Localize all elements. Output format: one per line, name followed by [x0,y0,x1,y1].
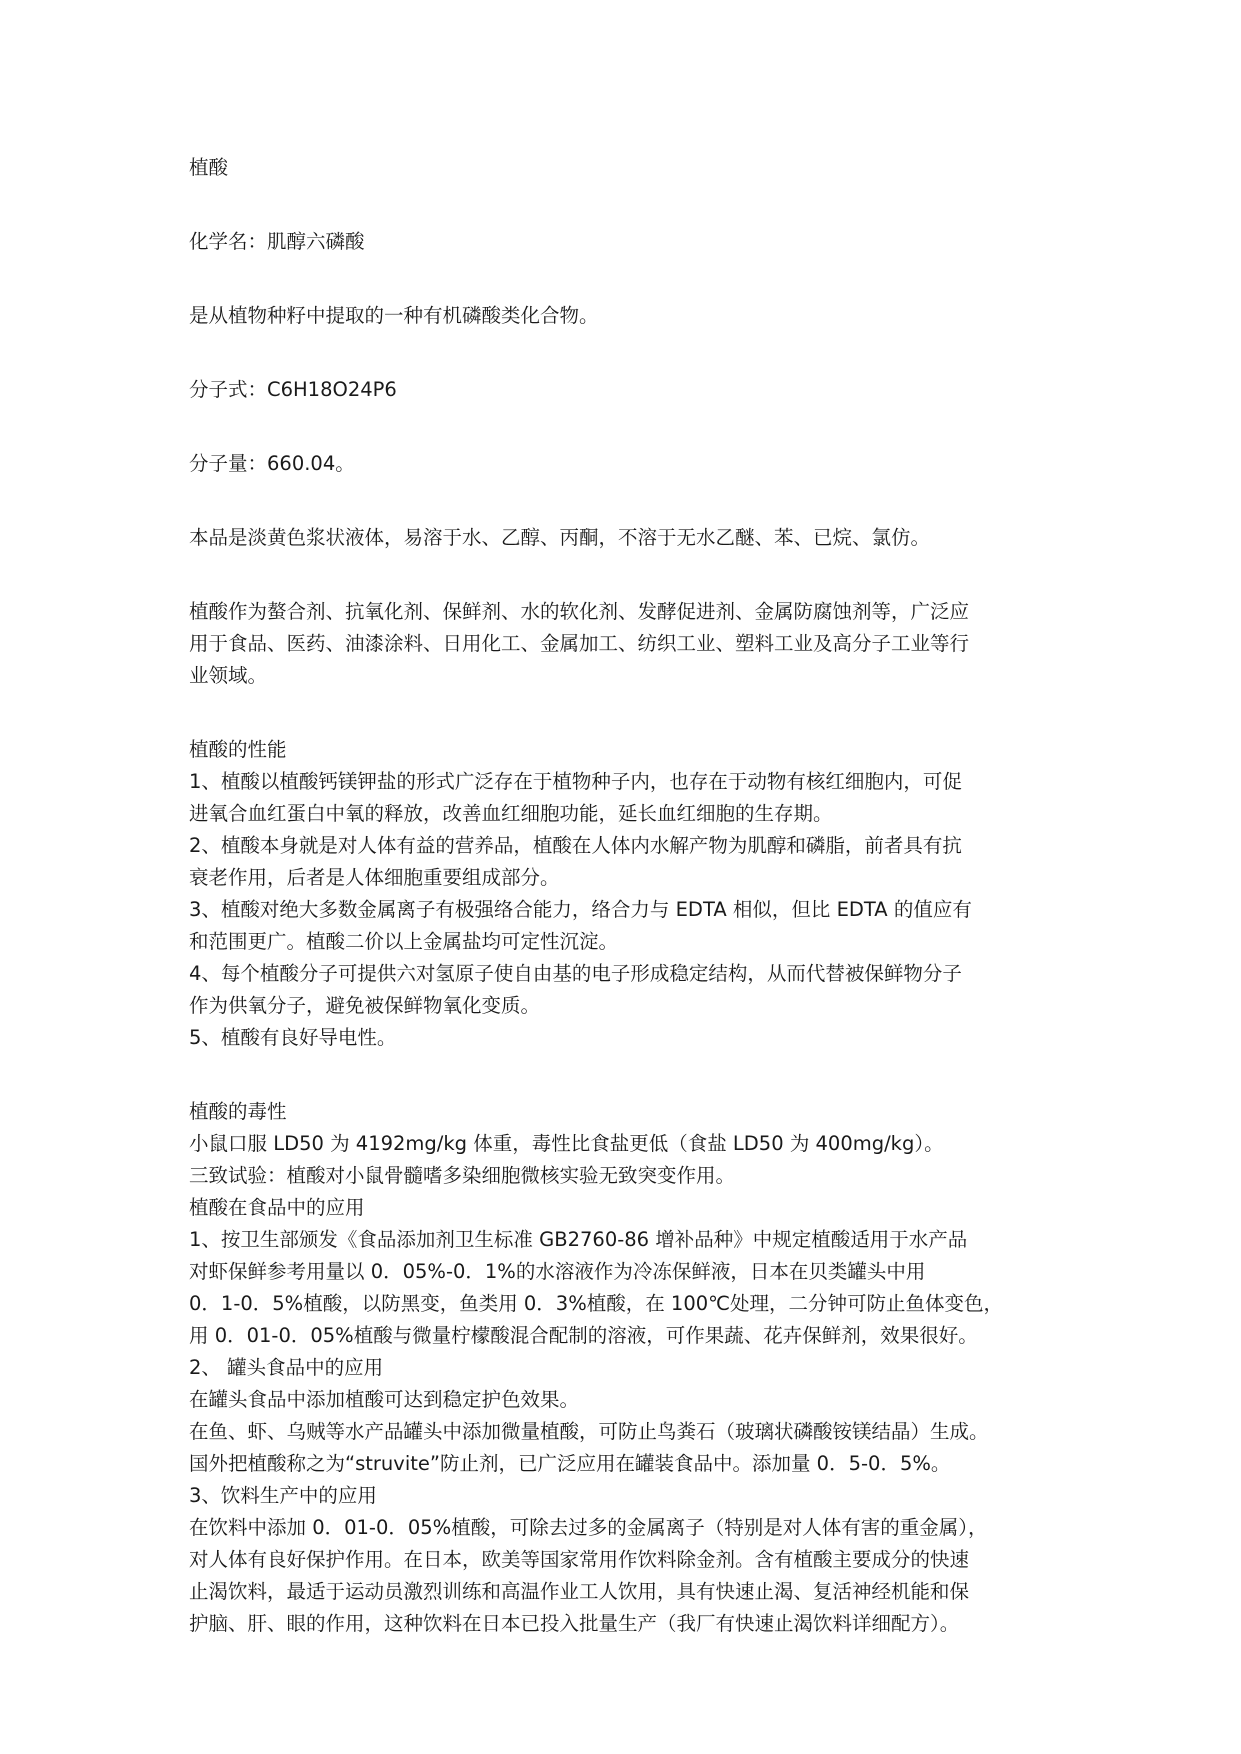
toxicity-line: 三致试验：植酸对小鼠骨髓嗜多染细胞微核实验无致突变作用。 [189,1164,736,1187]
properties-line: 2、植酸本身就是对人体有益的营养品，植酸在人体内水解产物为肌醇和磷脂，前者具有抗 [189,834,962,857]
toxicity-line: 小鼠口服 LD50 为 4192mg/kg 体重，毒性比食盐更低（食盐 LD50 为 400mg/kg）。 [189,1132,944,1155]
application-line: 对虾保鲜参考用量以 0．05%-0．1%的水溶液作为冷冻保鲜液，日本在贝类罐头中用 [189,1260,926,1283]
application-line: 止渴饮料，最适于运动员激烈训练和高温作业工人饮用，具有快速止渴、复活神经机能和保 [189,1580,970,1603]
application-line: 对人体有良好保护作用。在日本，欧美等国家常用作饮料除金剂。含有植酸主要成分的快速 [189,1548,970,1571]
application-line: 护脑、肝、眼的作用，这种饮料在日本已投入批量生产（我厂有快速止渴饮料详细配方）。 [189,1612,960,1635]
application-line: 在饮料中添加 0．01-0．05%植酸，可除去过多的金属离子（特别是对人体有害的重金属）， [189,1516,988,1539]
properties-line: 衰老作用，后者是人体细胞重要组成部分。 [189,866,560,889]
molecular-weight: 分子量：660.04。 [189,452,355,475]
properties-line: 5、植酸有良好导电性。 [189,1026,397,1049]
application-heading: 植酸在食品中的应用 [189,1196,365,1219]
chemical-name: 化学名：肌醇六磷酸 [189,230,365,253]
usage-line: 业领域。 [189,664,268,687]
application-line: 用 0．01-0．05%植酸与微量柠檬酸混合配制的溶液，可作果蔬、花卉保鲜剂，效果很好。 [189,1324,978,1347]
toxicity-heading: 植酸的毒性 [189,1100,287,1123]
properties-line: 进氧合血红蛋白中氧的释放，改善血红细胞功能，延长血红细胞的生存期。 [189,802,833,825]
molecular-formula: 分子式：C6H18O24P6 [189,378,397,401]
application-line: 在罐头食品中添加植酸可达到稳定护色效果。 [189,1388,580,1411]
application-subheading: 2、 罐头食品中的应用 [189,1356,384,1379]
appearance-description: 本品是淡黄色浆状液体，易溶于水、乙醇、丙酮，不溶于无水乙醚、苯、已烷、氯仿。 [189,526,931,549]
properties-line: 4、每个植酸分子可提供六对氢原子使自由基的电子形成稳定结构，从而代替被保鲜物分子 [189,962,962,985]
application-line: 1、按卫生部颁发《食品添加剂卫生标准 GB2760-86 增补品种》中规定植酸适用于水产品 [189,1228,968,1251]
properties-heading: 植酸的性能 [189,738,287,761]
properties-line: 3、植酸对绝大多数金属离子有极强络合能力，络合力与 EDTA 相似，但比 EDTA 的值应有 [189,898,972,921]
properties-line: 和范围更广。植酸二价以上金属盐均可定性沉淀。 [189,930,619,953]
document-body [189,152,1059,1640]
doc-title: 植酸 [189,156,229,179]
usage-line: 植酸作为螯合剂、抗氧化剂、保鲜剂、水的软化剂、发酵促进剂、金属防腐蚀剂等，广泛应 [189,600,970,623]
application-subheading: 3、饮料生产中的应用 [189,1484,377,1507]
usage-line: 用于食品、医药、油漆涂料、日用化工、金属加工、纺织工业、塑料工业及高分子工业等行 [189,632,970,655]
application-line: 国外把植酸称之为“struvite”防止剂，已广泛应用在罐装食品中。添加量 0．5-0．5%。 [189,1452,951,1475]
properties-line: 作为供氧分子，避免被保鲜物氧化变质。 [189,994,541,1017]
properties-line: 1、植酸以植酸钙镁钾盐的形式广泛存在于植物种子内，也存在于动物有核红细胞内，可促 [189,770,962,793]
source-description: 是从植物种籽中提取的一种有机磷酸类化合物。 [189,304,599,327]
application-line: 0．1-0．5%植酸，以防黑变，鱼类用 0．3%植酸，在 100℃处理，二分钟可防止鱼体变色， [189,1292,1004,1315]
application-line: 在鱼、虾、乌贼等水产品罐头中添加微量植酸，可防止鸟粪石（玻璃状磷酸铵镁结晶）生成。 [189,1420,989,1443]
